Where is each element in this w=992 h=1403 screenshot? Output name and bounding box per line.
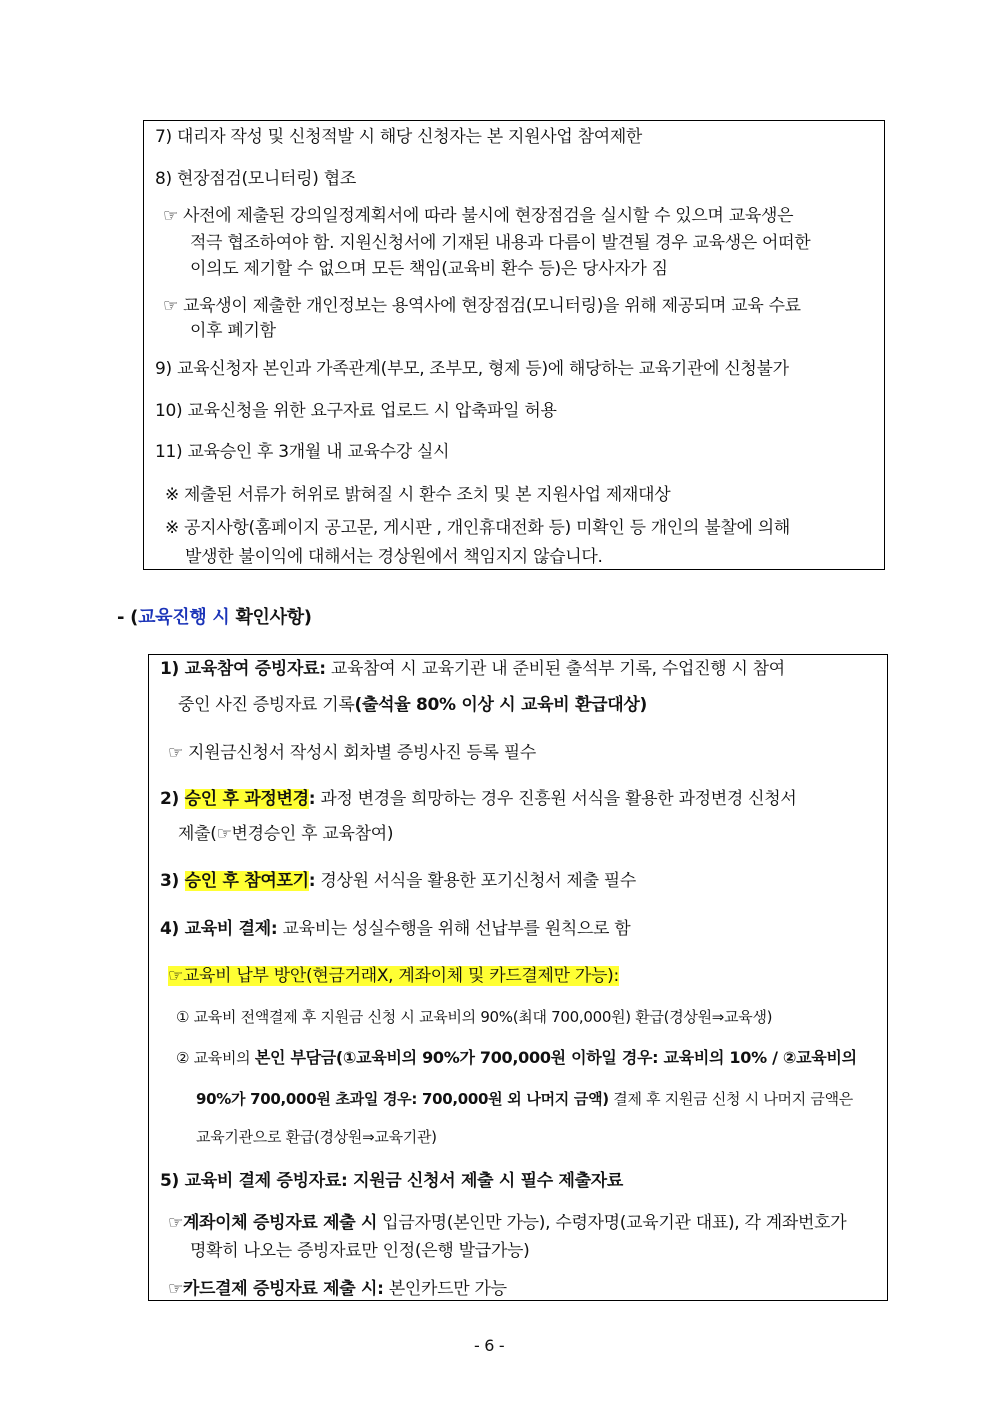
check-item-3-text: 경상원 서식을 활용한 포기신청서 제출 필수	[315, 871, 637, 891]
check-item-3-num: 3)	[160, 871, 185, 891]
check-item-4-sub-2-bold: 본인 부담금(①교육비의 90%가 700,000원 이하일 경우: 교육비의 10% / ②교육비의	[254, 1048, 857, 1067]
check-item-5-note-2	[168, 1278, 507, 1300]
item-8: 8) 현장점검(모니터링) 협조	[155, 169, 356, 189]
check-item-5-note-1-cont: 명확히 나오는 증빙자료만 인정(은행 발급가능)	[190, 1241, 530, 1261]
check-item-3-colon: :	[308, 871, 316, 891]
item-7: 7) 대리자 작성 및 신청적발 시 해당 신청자는 본 지원사업 참여제한	[155, 127, 643, 147]
check-item-2-colon: :	[308, 789, 316, 809]
check-item-4-sub-2-rest: 결제 후 지원금 신청 시 나머지 금액은	[608, 1090, 853, 1108]
remark-1: ※ 제출된 서류가 허위로 밝혀질 시 환수 조치 및 본 지원사업 제재대상	[165, 485, 671, 505]
remark-2: ※ 공지사항(홈페이지 공고문, 게시판 , 개인휴대전화 등) 미확인 등 개인의 불찰에 의해	[165, 518, 790, 538]
check-item-1-cont-text: 중인 사진 증빙자료 기록	[178, 695, 355, 715]
item-8-note-1-cont2: 이의도 제기할 수 없으며 모든 책임(교육비 환수 등)은 당사자가 짐	[190, 259, 668, 279]
heading-dash: - (	[117, 607, 139, 628]
item-9: 9) 교육신청자 본인과 가족관계(부모, 조부모, 형제 등)에 해당하는 교육기관에 신청불가	[155, 359, 789, 379]
check-item-4	[160, 918, 630, 940]
check-item-4-sub-1: ① 교육비 전액결제 후 지원금 신청 시 교육비의 90%(최대 700,000원) 환급(경상원⇒교육생)	[176, 1008, 773, 1026]
check-item-4-text: 교육비는 성실수행을 위해 선납부를 원칙으로 함	[277, 919, 631, 939]
remark-2-cont: 발생한 불이익에 대해서는 경상원에서 책임지지 않습니다.	[185, 547, 603, 567]
check-item-5: 5) 교육비 결제 증빙자료: 지원금 신청서 제출 시 필수 제출자료	[160, 1171, 623, 1191]
check-item-4-sub-2-cont	[196, 1088, 853, 1110]
check-item-1-label: 1) 교육참여 증빙자료:	[160, 659, 326, 679]
check-item-3	[160, 870, 636, 892]
check-item-1-cont	[178, 694, 647, 716]
check-item-2-num: 2)	[160, 789, 185, 809]
check-item-5-note-2-bold: ☞카드결제 증빙자료 제출 시:	[168, 1279, 384, 1299]
check-item-4-sub-2	[176, 1047, 857, 1069]
check-item-5-note-1	[168, 1212, 846, 1234]
check-item-4-note-text: ☞교육비 납부 방안(현금거래X, 계좌이체 및 카드결제만 가능):	[168, 966, 619, 986]
item-8-note-2-cont: 이후 폐기함	[190, 321, 276, 341]
item-8-note-2: ☞ 교육생이 제출한 개인정보는 용역사에 현장점검(모니터링)을 위해 제공되며 교육 수료	[163, 296, 801, 316]
check-item-3-label: 승인 후 참여포기	[184, 871, 309, 891]
check-item-4-note	[168, 965, 619, 987]
check-item-5-note-2-text: 본인카드만 가능	[383, 1279, 507, 1299]
heading-rest-text: 확인사항)	[229, 607, 312, 628]
check-item-1-bold: (출석율 80% 이상 시 교육비 환급대상)	[354, 695, 647, 715]
item-8-note-1-cont: 적극 협조하여야 함. 지원신청서에 기재된 내용과 다름이 발견될 경우 교육생은 어떠한	[190, 233, 811, 253]
check-item-5-note-1-text: 입금자명(본인만 가능), 수령자명(교육기관 대표), 각 계좌번호가	[377, 1213, 847, 1233]
section-heading	[117, 607, 312, 629]
check-item-1	[160, 658, 785, 680]
check-item-2-label: 승인 후 과정변경	[184, 789, 309, 809]
heading-blue-text: 교육진행 시	[138, 607, 230, 628]
check-item-4-sub-2-pre: ② 교육비의	[176, 1049, 255, 1067]
check-item-2-cont: 제출(☞변경승인 후 교육참여)	[178, 824, 394, 844]
check-item-4-sub-2-bold2: 90%가 700,000원 초과일 경우: 700,000원 외 나머지 금액)	[196, 1090, 609, 1108]
check-item-5-note-1-bold: ☞계좌이체 증빙자료 제출 시	[168, 1213, 378, 1233]
page-number: - 6 -	[474, 1336, 505, 1355]
check-item-1-note: ☞ 지원금신청서 작성시 회차별 증빙사진 등록 필수	[168, 743, 537, 763]
check-item-4-label: 4) 교육비 결제:	[160, 919, 278, 939]
check-item-4-sub-2-last: 교육기관으로 환급(경상원⇒교육기관)	[196, 1128, 437, 1146]
item-10: 10) 교육신청을 위한 요구자료 업로드 시 압축파일 허용	[155, 401, 557, 421]
check-item-2	[160, 788, 796, 810]
item-8-note-1: ☞ 사전에 제출된 강의일정계획서에 따라 불시에 현장점검을 실시할 수 있으며 교육생은	[163, 206, 794, 226]
check-item-2-text: 과정 변경을 희망하는 경우 진흥원 서식을 활용한 과정변경 신청서	[315, 789, 797, 809]
item-11: 11) 교육승인 후 3개월 내 교육수강 실시	[155, 442, 450, 462]
check-item-1-text: 교육참여 시 교육기관 내 준비된 출석부 기록, 수업진행 시 참여	[325, 659, 785, 679]
